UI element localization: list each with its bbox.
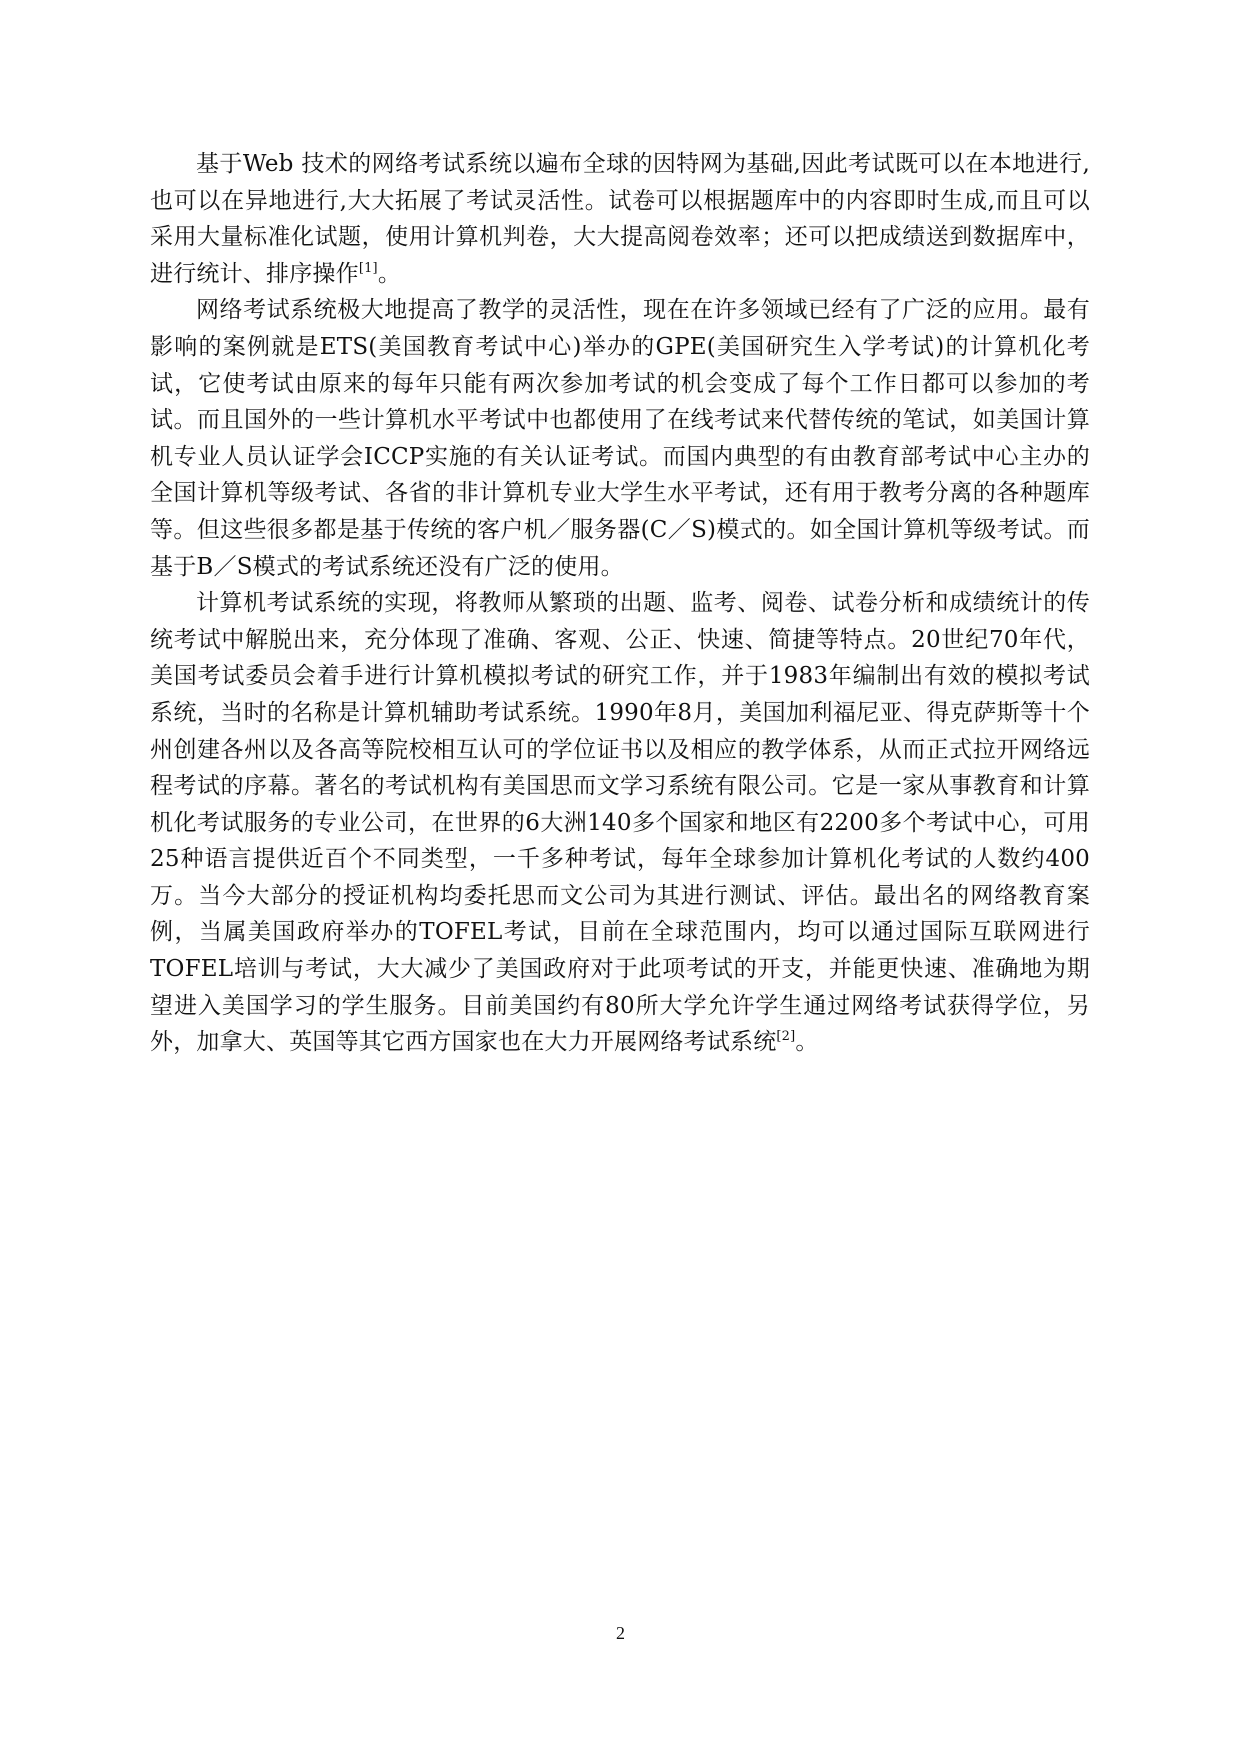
paragraph-text: 基于Web 技术的网络考试系统以遍布全球的因特网为基础,因此考试既可以在本地进行,也可以在异地进行,大大拓展了考试灵活性。试卷可以根据题库中的内容即时生成,而且可以采用大量标准化试题，使用计算机判卷，大大提高阅卷效率；还可以把成绩送到数据库中，进行统计、排序操作 [150,151,1090,287]
citation-superscript: [2] [776,1029,796,1045]
document-body [150,146,1090,1061]
paragraph-tail: 。 [795,1029,819,1056]
paragraph-web-exam-system [150,146,1090,292]
paragraph-exam-history [150,585,1090,1061]
paragraph-exam-applications [150,292,1090,585]
page-number: 2 [616,1623,625,1643]
paragraph-text: 网络考试系统极大地提高了教学的灵活性，现在在许多领域已经有了广泛的应用。最有影响的案例就是ETS(美国教育考试中心)举办的GPE(美国研究生入学考试)的计算机化考试，它使考试由原来的每年只能有两次参加考试的机会变成了每个工作日都可以参加的考试。而且国外的一些计算机水平考试中也都使用了在线考试来代替传统的笔试，如美国计算机专业人员认证学会ICCP实施的有关认证考试。而国内典型的有由教育部考试中心主办的全国计算机等级考试、各省的非计算机专业大学生水平考试，还有用于教考分离的各种题库等。但这些很多都是基于传统的客户机／服务器(C／S)模式的。如全国计算机等级考试。而基于B／S模式的考试系统还没有广泛的使用。 [150,297,1090,580]
paragraph-text: 计算机考试系统的实现，将教师从繁琐的出题、监考、阅卷、试卷分析和成绩统计的传统考试中解脱出来，充分体现了准确、客观、公正、快速、简捷等特点。20世纪70年代，美国考试委员会着手进行计算机模拟考试的研究工作，并于1983年编制出有效的模拟考试系统，当时的名称是计算机辅助考试系统。1990年8月，美国加利福尼亚、得克萨斯等十个州创建各州以及各高等院校相互认可的学位证书以及相应的教学体系，从而正式拉开网络远程考试的序幕。著名的考试机构有美国思而文学习系统有限公司。它是一家从事教育和计算机化考试服务的专业公司，在世界的6大洲140多个国家和地区有2200多个考试中心，可用25种语言提供近百个不同类型，一千多种考试，每年全球参加计算机化考试的人数约400万。当今大部分的授证机构均委托思而文公司为其进行测试、评估。最出名的网络教育案例，当属美国政府举办的TOFEL考试，目前在全球范围内，均可以通过国际互联网进行TOFEL培训与考试，大大减少了美国政府对于此项考试的开支，并能更快速、准确地为期望进入美国学习的学生服务。目前美国约有80所大学允许学生通过网络考试获得学位，另外，加拿大、英国等其它西方国家也在大力开展网络考试系统 [150,590,1090,1056]
citation-superscript: [1] [358,260,378,276]
paragraph-tail: 。 [377,260,402,287]
